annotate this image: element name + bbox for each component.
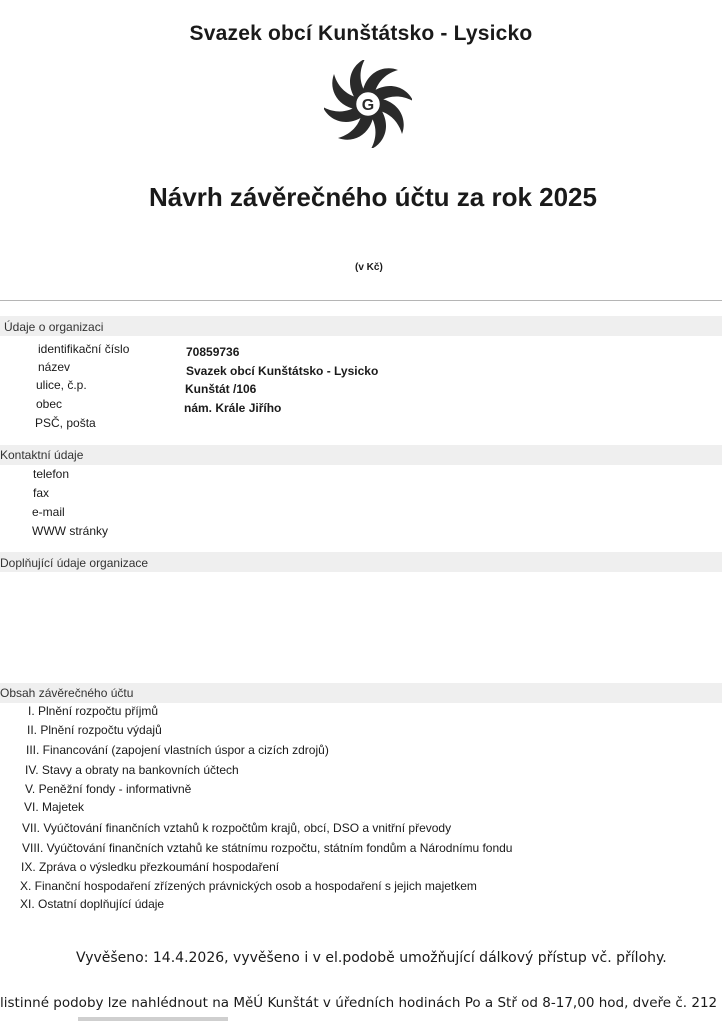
org-label-name: název <box>38 360 71 374</box>
units-note: (v Kč) <box>355 262 383 273</box>
org-label-street: ulice, č.p. <box>36 378 87 392</box>
document-title: Návrh závěrečného účtu za rok 2025 <box>149 182 597 212</box>
footer-fragment <box>78 1017 228 1021</box>
contents-item: II. Plnění rozpočtu výdajů <box>27 723 162 737</box>
organization-logo <box>324 60 412 148</box>
org-label-city: obec <box>36 397 63 411</box>
org-value-name: Svazek obcí Kunštátsko - Lysicko <box>186 364 379 378</box>
contents-item: III. Financování (zapojení vlastních úspor a cizích zdrojů) <box>26 743 329 757</box>
organization-header: Svazek obcí Kunštátsko - Lysicko <box>189 22 533 45</box>
contents-item: V. Peněžní fondy - informativně <box>25 782 192 796</box>
org-value-street: Kunštát /106 <box>185 382 257 396</box>
contents-item: IV. Stavy a obraty na bankovních účtech <box>25 763 239 777</box>
contents-item: VI. Majetek <box>24 800 85 814</box>
contents-item: X. Finanční hospodaření zřízených právnických osob a hospodaření s jejich majetkem <box>20 879 477 893</box>
org-label-id: identifikační číslo <box>38 342 130 356</box>
org-label-zip: PSČ, pošta <box>35 416 96 430</box>
inspection-notice: listinné podoby lze nahlédnout na MěÚ Kunštát v úředních hodinách Po a Stř od 8-17,00 hod, dveře č. 212 <box>0 995 718 1011</box>
contact-label-phone: telefon <box>33 467 70 481</box>
posting-notice: Vyvěšeno: 14.4.2026, vyvěšeno i v el.podobě umožňující dálkový přístup vč. přílohy. <box>76 950 667 966</box>
contact-label-web: WWW stránky <box>32 524 108 538</box>
logo-letter: G <box>361 97 375 114</box>
org-value-city: nám. Krále Jiřího <box>184 401 282 415</box>
divider <box>0 300 722 301</box>
contents-item: IX. Zpráva o výsledku přezkoumání hospodaření <box>21 860 280 874</box>
section-heading-extra: Doplňující údaje organizace <box>0 556 149 570</box>
contents-item: I. Plnění rozpočtu příjmů <box>28 704 159 718</box>
contact-label-email: e-mail <box>32 505 65 519</box>
section-heading-organization: Údaje o organizaci <box>4 320 104 334</box>
section-heading-contents: Obsah závěrečného účtu <box>0 686 134 700</box>
contents-item: XI. Ostatní doplňující údaje <box>20 897 165 911</box>
contents-item: VII. Vyúčtování finančních vztahů k rozpočtům krajů, obcí, DSO a vnitřní převody <box>22 821 452 835</box>
contents-item: VIII. Vyúčtování finančních vztahů ke státnímu rozpočtu, státním fondům a Národnímu fondu <box>22 841 513 855</box>
section-heading-contact: Kontaktní údaje <box>0 448 84 462</box>
org-value-id: 70859736 <box>186 345 240 359</box>
section-band <box>0 445 722 465</box>
contact-label-fax: fax <box>33 486 50 500</box>
section-band <box>0 316 722 336</box>
